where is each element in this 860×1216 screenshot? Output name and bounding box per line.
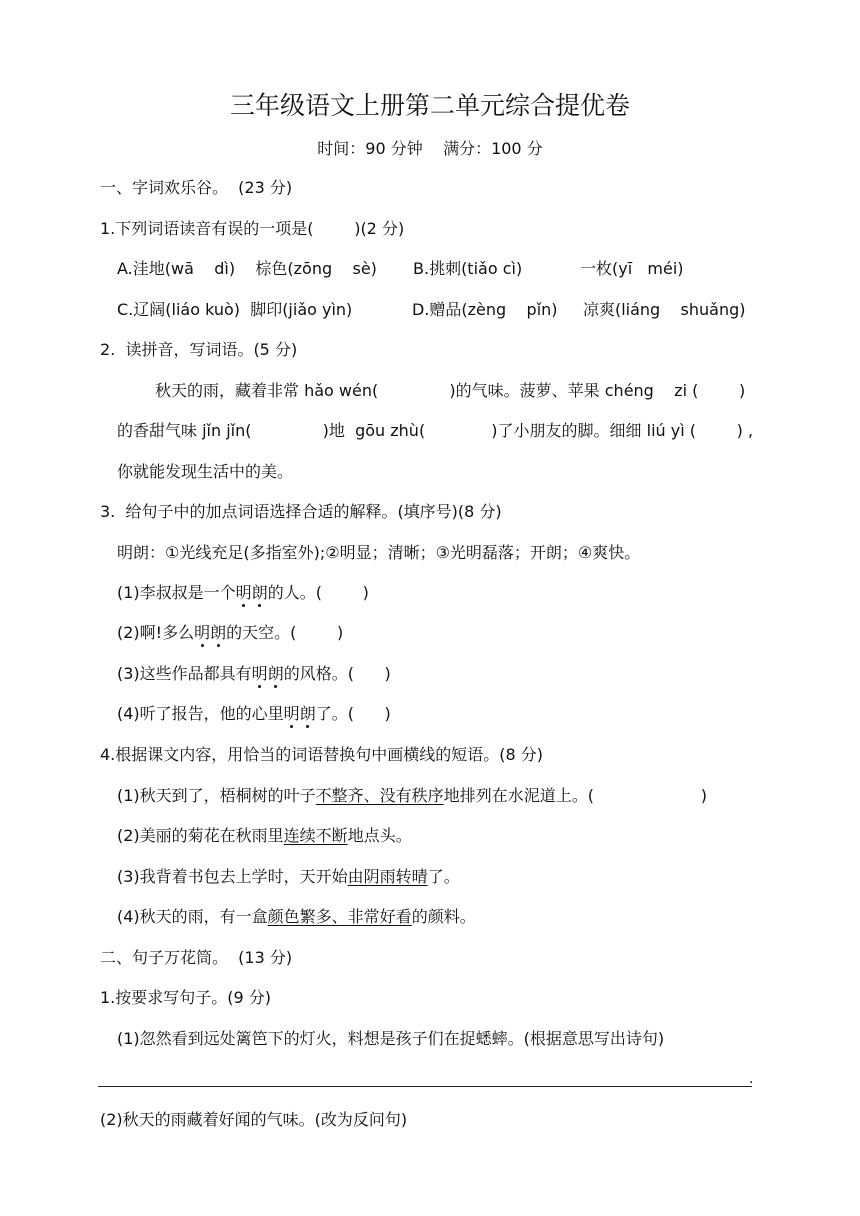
answer-line[interactable] <box>98 1086 752 1087</box>
q1-option-d: D.赠品(zèng pǐn) 凉爽(liáng shuǎng) <box>412 300 746 319</box>
q1-option-b-word2: 一枚(yī méi) <box>580 259 684 278</box>
q3-item-3: (3)这些作品都具有明朗的风格。( ) <box>117 664 391 683</box>
answer-line-period: . <box>749 1071 754 1087</box>
q1-stem: 1.下列词语读音有误的一项是( )(2 分) <box>100 219 405 238</box>
underlined-phrase: 不整齐、没有秩序 <box>315 786 444 805</box>
q1-option-b: B.挑刺(tiǎo cì) <box>413 259 523 278</box>
q4-item-3: (3)我背着书包去上学时，天开始由阴雨转晴了。 <box>117 867 460 886</box>
q4-item-1: (1)秋天到了，梧桐树的叶子不整齐、没有秩序地排列在水泥道上。( ) <box>117 786 707 805</box>
q4-stem: 4.根据课文内容，用恰当的词语替换句中画横线的短语。(8 分) <box>100 745 544 764</box>
dotted-char: 明 <box>283 704 300 723</box>
q3-definition: 明朗：①光线充足(多指室外);②明显；清晰；③光明磊落；开朗；④爽快。 <box>117 543 641 562</box>
dotted-char: 朗 <box>267 664 284 683</box>
q4-item-2: (2)美丽的菊花在秋雨里连续不断地点头。 <box>117 826 412 845</box>
page-title: 三年级语文上册第二单元综合提优卷 <box>229 91 630 120</box>
s2-q1-item-1: (1)忽然看到远处篱笆下的灯火，料想是孩子们在捉蟋蟀。(根据意思写出诗句) <box>117 1029 665 1048</box>
s2-q1-item-2: (2)秋天的雨藏着好闻的气味。(改为反问句) <box>100 1110 408 1129</box>
dotted-char: 朗 <box>251 583 268 602</box>
section2-heading: 二、句子万花筒。 (13 分) <box>100 948 293 967</box>
q3-item-1: (1)李叔叔是一个明朗的人。( ) <box>117 583 369 602</box>
underlined-phrase: 连续不断 <box>283 826 348 845</box>
dotted-char: 明 <box>251 664 268 683</box>
q3-item-2: (2)啊!多么明朗的天空。( ) <box>117 623 344 642</box>
q2-passage-line3: 你就能发现生活中的美。 <box>117 462 294 481</box>
q1-option-a: A.洼地(wā dì) 棕色(zōng sè) <box>117 259 377 278</box>
q3-item-4: (4)听了报告，他的心里明朗了。( ) <box>117 704 391 723</box>
exam-time-score: 时间：90 分钟 满分：100 分 <box>317 139 543 158</box>
q2-stem: 2. 读拼音，写词语。(5 分) <box>100 340 298 359</box>
underlined-phrase: 由阴雨转晴 <box>347 867 428 886</box>
dotted-char: 朗 <box>210 623 227 642</box>
dotted-char: 明 <box>194 623 211 642</box>
q3-stem: 3. 给句子中的加点词语选择合适的解释。(填序号)(8 分) <box>100 502 502 521</box>
section1-heading: 一、字词欢乐谷。 (23 分) <box>100 178 293 197</box>
q1-option-c: C.辽阔(liáo kuò) 脚印(jiǎo yìn) <box>117 300 353 319</box>
q2-passage-line1: 秋天的雨，藏着非常 hǎo wén( )的气味。菠萝、苹果 chéng zi ( ) <box>155 381 746 400</box>
underlined-phrase: 颜色繁多、非常好看 <box>267 907 412 926</box>
q2-passage-line2: 的香甜气味 jǐn jǐn( )地 gōu zhù( )了小朋友的脚。细细 liú yì ( ) , <box>117 421 754 440</box>
dotted-char: 明 <box>235 583 252 602</box>
q4-item-4: (4)秋天的雨，有一盒颜色繁多、非常好看的颜料。 <box>117 907 476 926</box>
s2-q1-stem: 1.按要求写句子。(9 分) <box>100 988 272 1007</box>
dotted-char: 朗 <box>299 704 316 723</box>
